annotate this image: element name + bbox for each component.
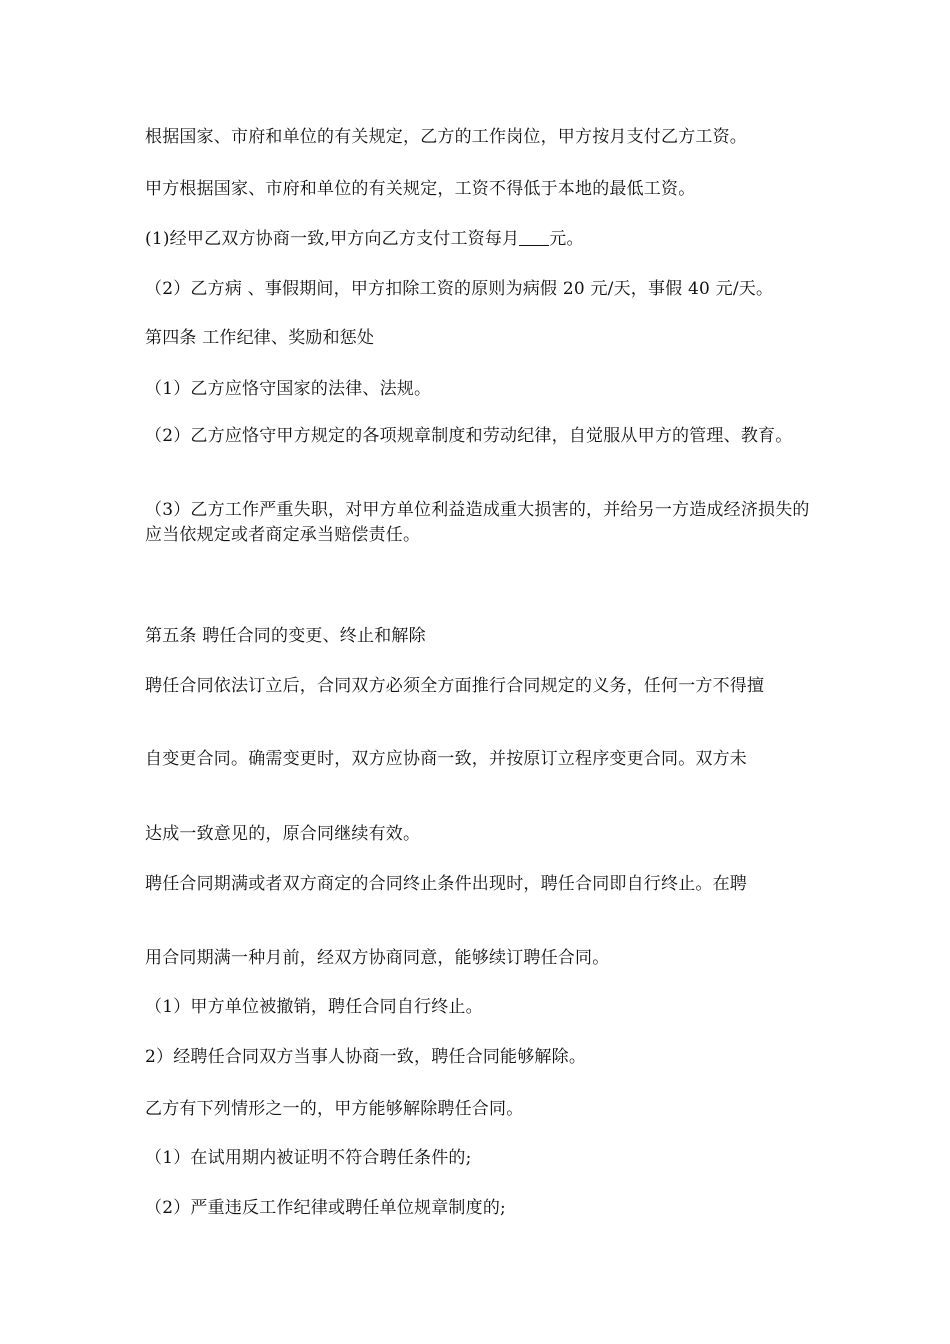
paragraph-obey-law: （1）乙方应恪守国家的法律、法规。	[145, 379, 432, 399]
paragraph-contract-obligation: 聘任合同依法订立后，合同双方必须全方面推行合同规定的义务，任何一方不得擅	[145, 676, 765, 696]
paragraph-contract-valid: 达成一致意见的，原合同继续有效。	[145, 824, 421, 844]
paragraph-probation-fail: （1）在试用期内被证明不符合聘任条件的;	[145, 1148, 472, 1168]
paragraph-leave-deduction: （2）乙方病 、事假期间，甲方扣除工资的原则为病假 20 元/天，事假 40 元/天。	[145, 279, 774, 299]
paragraph-contract-renewal: 用合同期满一种月前，经双方协商同意，能够续订聘任合同。	[145, 948, 610, 968]
paragraph-salary-basis: 根据国家、市府和单位的有关规定，乙方的工作岗位，甲方按月支付乙方工资。	[145, 127, 747, 147]
paragraph-compensation: （3）乙方工作严重失职，对甲方单位利益造成重大损害的，并给另一方造成经济损失的应当依规定或者商定承当赔偿责任。	[145, 500, 810, 545]
salary-amount-blank	[519, 227, 549, 246]
section-heading-article-5: 第五条 聘任合同的变更、终止和解除	[145, 626, 426, 646]
paragraph-obey-rules: （2）乙方应恪守甲方规定的各项规章制度和劳动纪律，自觉服从甲方的管理、教育。	[145, 426, 793, 446]
paragraph-monthly-salary	[145, 227, 815, 251]
paragraph-mutual-termination: 2）经聘任合同双方当事人协商一致，聘任合同能够解除。	[145, 1047, 587, 1067]
paragraph-contract-expiry: 聘任合同期满或者双方商定的合同终止条件出现时，聘任合同即自行终止。在聘	[145, 874, 747, 894]
paragraph-min-wage: 甲方根据国家、市府和单位的有关规定，工资不得低于本地的最低工资。	[145, 179, 696, 199]
paragraph-serious-violation: （2）严重违反工作纪律或聘任单位规章制度的;	[145, 1198, 506, 1218]
section-heading-article-4: 第四条 工作纪律、奖励和惩处	[145, 328, 375, 348]
paragraph-termination-cases: 乙方有下列情形之一的，甲方能够解除聘任合同。	[145, 1099, 524, 1119]
paragraph-unit-revoked: （1）甲方单位被撤销，聘任合同自行终止。	[145, 997, 483, 1017]
monthly-salary-unit: 元。	[549, 229, 584, 249]
paragraph-contract-change: 自变更合同。确需变更时，双方应协商一致，并按原订立程序变更合同。双方未	[145, 749, 747, 769]
monthly-salary-text: (1)经甲乙双方协商一致,甲方向乙方支付工资每月	[145, 229, 520, 249]
